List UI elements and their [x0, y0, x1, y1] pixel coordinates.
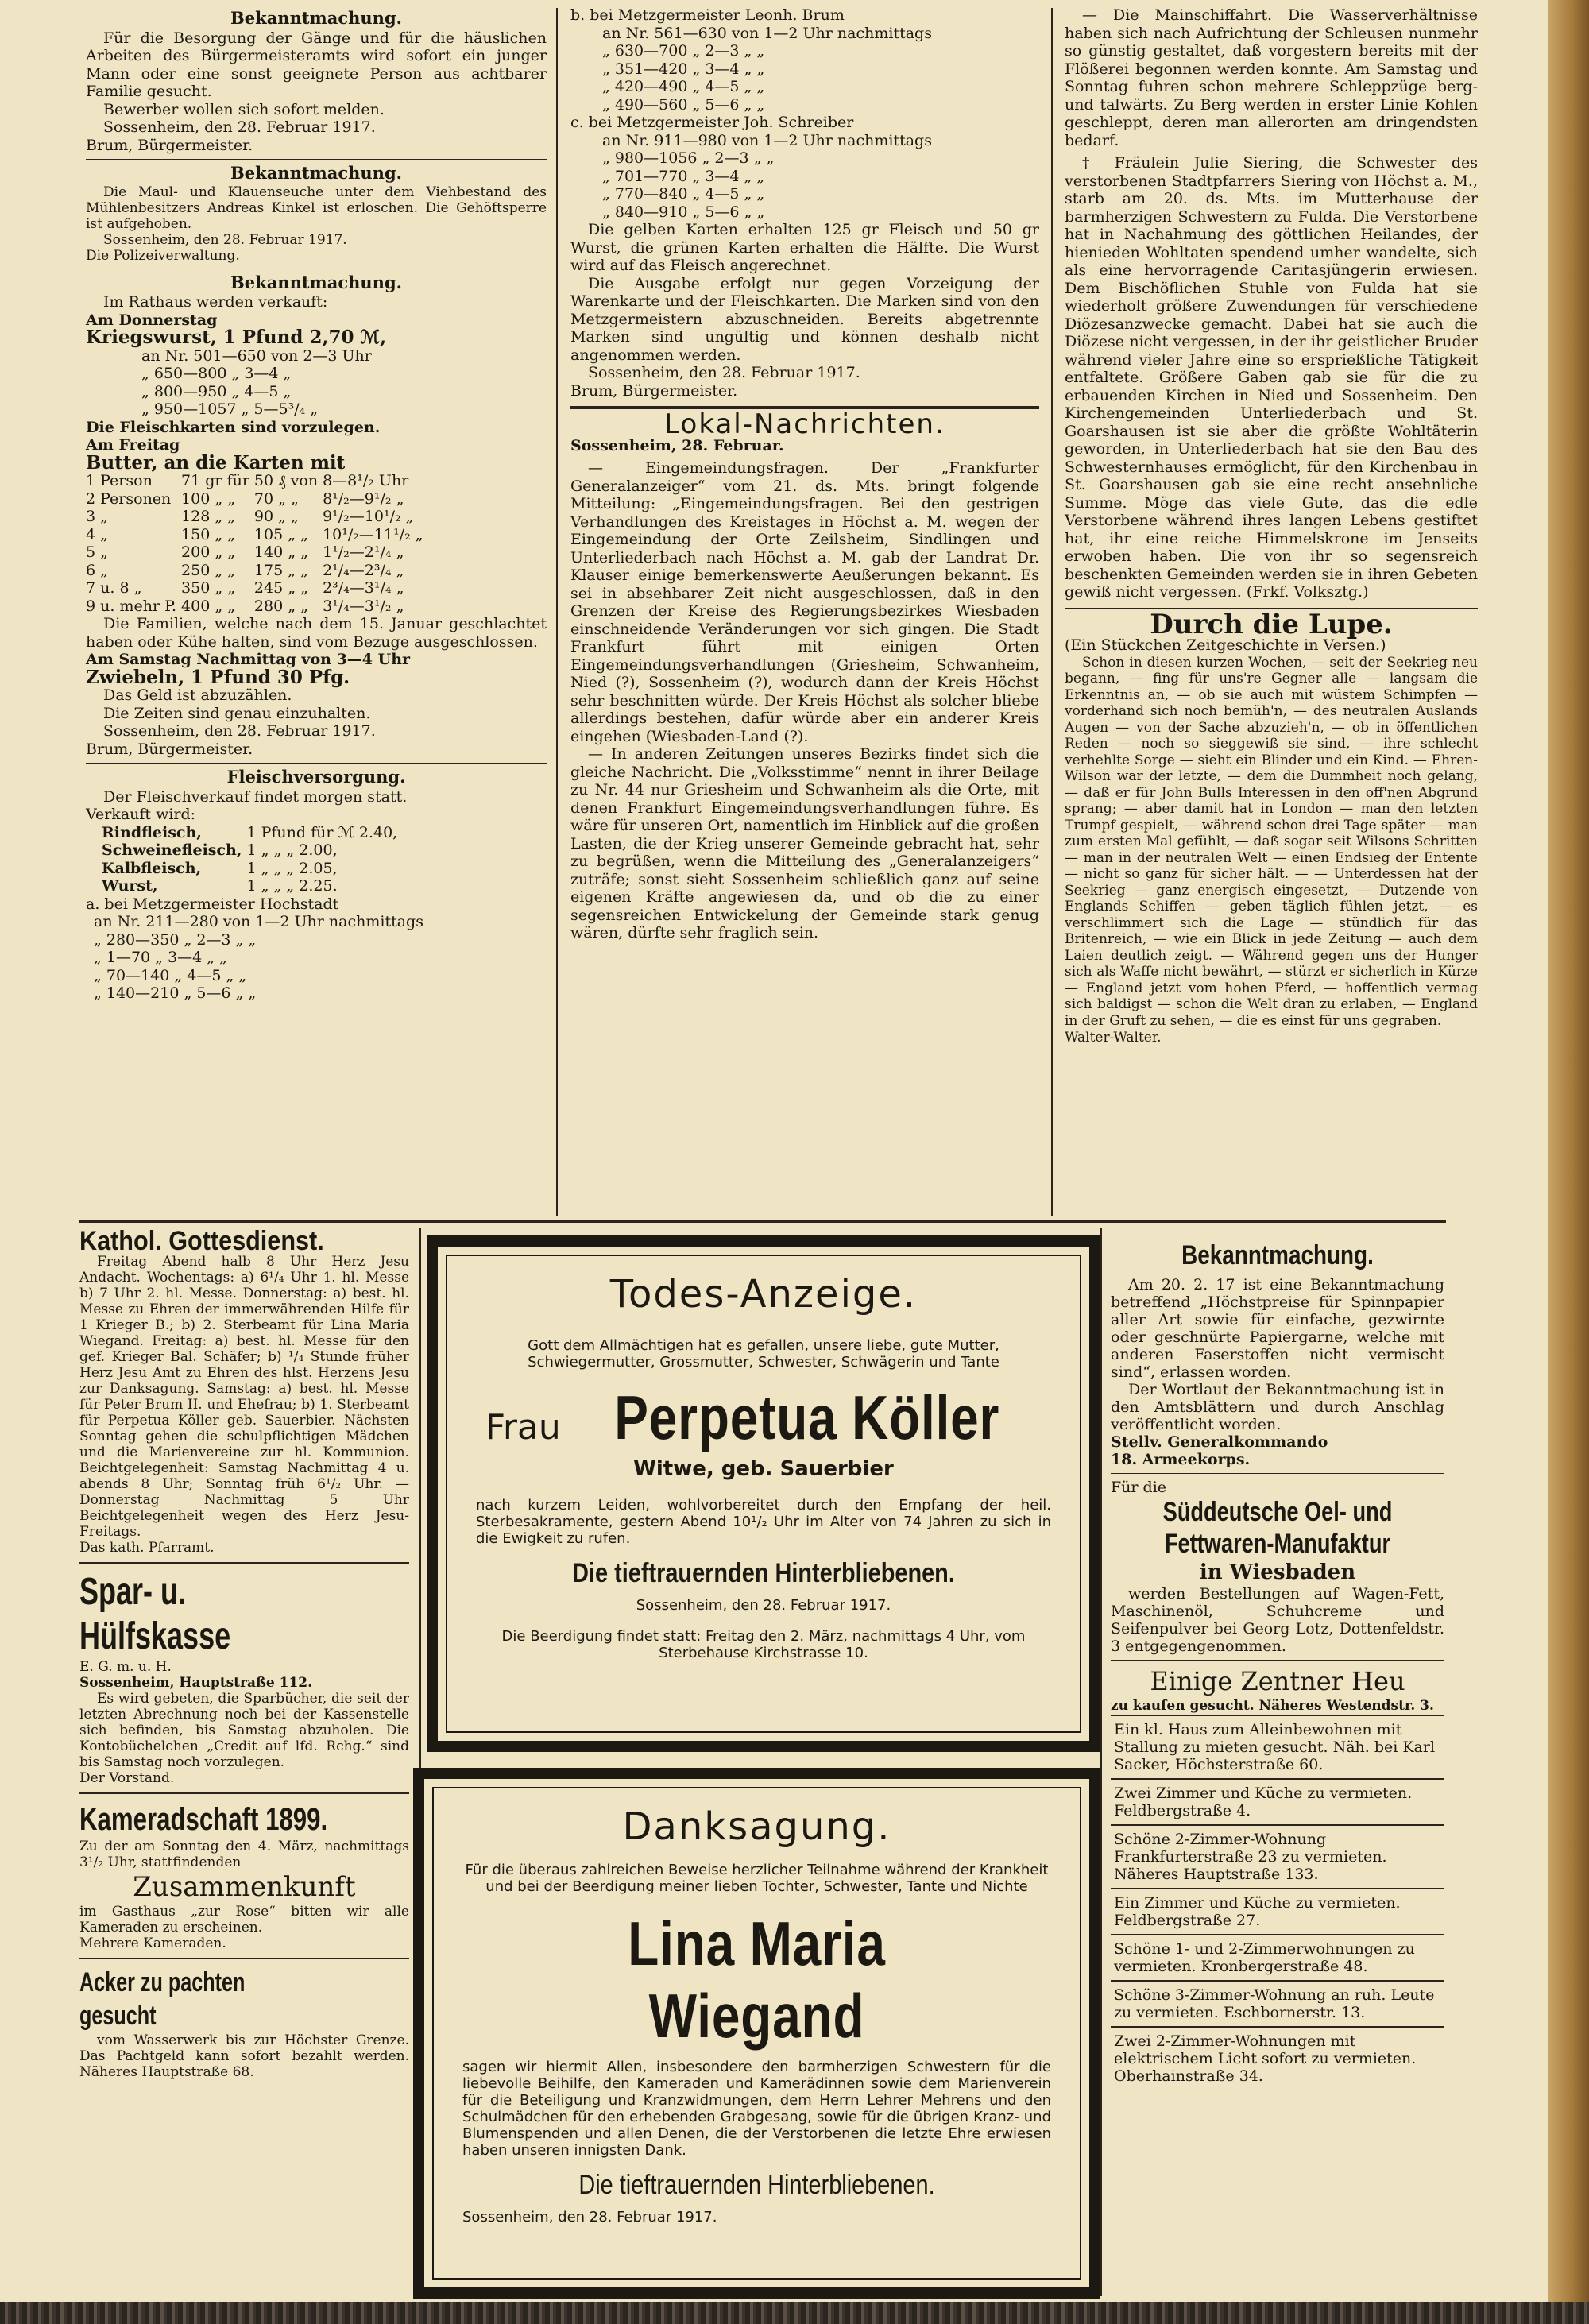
table-row	[86, 597, 428, 616]
table-cell: Rindfleisch,	[102, 823, 202, 841]
thanks-name: Lina Maria Wiegand	[628, 1908, 886, 2051]
schedule-row: an Nr. 501—650 von 2—3 Uhr	[141, 346, 372, 365]
spar-sign: Der Vorstand.	[79, 1770, 175, 1786]
table-row	[102, 860, 402, 878]
oel-title3: in Wiesbaden	[1199, 1560, 1356, 1584]
table-cell: Wurst,	[102, 877, 158, 895]
br-bek-title: Bekanntmachung.	[1181, 1240, 1374, 1270]
heu-text: zu kaufen gesucht. Näheres Westendstr. 3.	[1111, 1698, 1434, 1714]
fv-a-schedule	[86, 913, 547, 1003]
oel-text: werden Bestellungen auf Wagen-Fett, Maschinenöl, Schuhcreme und Seifenpulver bei Georg Lotz, Dottenfeldstr. 3 entgegengenommen.	[1111, 1585, 1444, 1655]
schedule-row: „ 420—490 „ 4—5 „ „	[602, 78, 765, 95]
lupe-sub: (Ein Stückchen Zeitgeschichte in Versen.)	[1065, 636, 1386, 654]
table-row	[102, 877, 402, 895]
schedule-row: „ 770—840 „ 4—5 „ „	[602, 185, 765, 203]
table-row	[86, 562, 428, 580]
divider	[79, 1562, 409, 1564]
table-cell: 70 „ „	[253, 489, 299, 508]
classified-ad: Schöne 3-Zimmer-Wohnung an ruh. Leute zu vermieten. Eschbornerstr. 13.	[1111, 1980, 1444, 2026]
bek3-wurst: Kriegswurst, 1 Pfund 2,70 ℳ,	[86, 327, 387, 348]
death-notice	[427, 1235, 1100, 1752]
table-cell: 9¹/₂—10¹/₂ „	[323, 508, 414, 525]
bek3-fleisch: Die Fleischkarten sind vorzulegen.	[86, 418, 381, 436]
death-notice-body: nach kurzem Leiden, wohlvorbereitet durch den Empfang der heil. Sterbesakramente, gestern Abend 10¹/₂ Uhr im Alter von 74 Jahren zu sich in die Ewigkeit zu rufen.	[476, 1497, 1051, 1547]
kath-title: Kathol. Gottesdienst.	[79, 1226, 324, 1256]
table-row	[86, 490, 428, 508]
divider	[86, 763, 547, 764]
schedule-row: „ 70—140 „ 4—5 „ „	[94, 966, 247, 984]
lupe-poem: Schon in diesen kurzen Wochen, — seit der Seekrieg neu begann, — fing für uns're Gegner alle — langsam die Erkenntnis an, — ob sie auch mit wüstem Schimpfen — vorderhand sich noch bemüh'n, — des neutralen Auslands Augen — von der Sache abzuzieh'n, — ob in öffentlichen Reden — noch so sieggewiß sie sind, — ihre schlecht verhehlte Sorge — sieht ein Blinder und ein Kind. — Ehren-Wilson war der letzte, — dem die Dummheit noch gelang, — daß er für John Bulls Interessen in den off'nen Abgrund sprang; — aber damit hat in London — man den letzten Trumpf gespielt, — während schon drei Tage später — man zum ersten Mal gefühlt, — daß sogar seit Wilsons Schritten — man in der neutralen Welt — einen Endsieg der Entente — nicht so ganz für sicher hält. — — Unterdessen hat der Seekrieg — ganz energisch eingesetzt, — Dutzende von Englands Schiffen — geben täglich fühlen jetzt, — es verschlimmert sich die Lage — stündlich für das Britenreich, — wie ein Blick in jede Zeitung — auch dem Laien deutlich zeigt. — Während gegen uns der Hunger sich als Waffe nicht bewährt, — stürzt er sicherlich in Kürze — England jetzt vom hohen Pferd, — hoffentlich vermag sich baldigst — schon die Welt dran zu erlaben, — England in der Gruft zu sehen, — die es einst für uns gegraben.	[1065, 654, 1478, 1029]
table-cell: 90 „ „	[253, 508, 299, 525]
fv-title: Fleischversorgung.	[226, 767, 406, 787]
schedule-row: „ 950—1057 „ 5—5³/₄ „	[141, 400, 319, 418]
thanks-notice	[413, 1768, 1100, 2299]
table-cell: 1 Person	[86, 472, 153, 489]
page-edge	[1548, 0, 1589, 2324]
classified-ad: Zwei Zimmer und Küche zu vermieten. Feldbergstraße 4.	[1111, 1778, 1444, 1824]
b-head: b. bei Metzgermeister Leonh. Brum	[570, 6, 845, 24]
column-3	[1065, 6, 1478, 1047]
table-cell: 150 „ „	[181, 525, 236, 543]
thanks-title: Danksagung.	[622, 1804, 891, 1849]
bek2-text: Die Maul- und Klauenseuche unter dem Viehbestand des Mühlenbesitzers Andreas Kinkel ist erloschen. Die Gehöftsperre ist aufgehoben.	[86, 184, 547, 232]
table-cell: 105 „ „	[253, 525, 308, 543]
fv-verkauft: Verkauft wird:	[86, 806, 196, 823]
c-head: c. bei Metzgermeister Joh. Schreiber	[570, 114, 854, 131]
schedule-row: „ 701—770 „ 3—4 „ „	[602, 167, 765, 185]
table-row	[86, 526, 428, 544]
death-notice-place: Sossenheim, den 28. Februar 1917.	[636, 1597, 891, 1614]
br-bek-text2: Der Wortlaut der Bekanntmachung ist in den Amtsblättern und durch Anschlag veröffentlicht worden.	[1111, 1381, 1444, 1433]
death-notice-sign: Die tieftrauernden Hinterbliebenen.	[572, 1558, 955, 1588]
bek3-day1: Am Donnerstag	[86, 311, 218, 329]
table-cell: 175 „ „	[253, 561, 308, 579]
br-bek-sign1: Stellv. Generalkommando	[1111, 1433, 1328, 1451]
br-bek-text: Am 20. 2. 17 ist eine Bekanntmachung betreffend „Höchstpreise für Spinnpapier aller Art sowie für einfache, gezwirnte oder geschnürte Papiergarne, welche mit anderen Faserstoffen nicht vermischt sind“, erlassen worden.	[1111, 1276, 1444, 1381]
bek3-title: Bekanntmachung.	[230, 272, 402, 292]
acker-title: Acker zu pachten gesucht	[79, 1967, 246, 2031]
table-cell: 7 u. 8 „	[86, 579, 142, 597]
bek1-text: Für die Besorgung der Gänge und für die häuslichen Arbeiten des Bürgermeisteramts wird sofort ein junger Mann oder eine sonst geeignete Person aus achtbarer Familie gesucht.	[86, 29, 547, 100]
classified-ad: Schöne 2-Zimmer-Wohnung Frankfurterstraße 23 zu vermieten. Näheres Hauptstraße 133.	[1111, 1824, 1444, 1888]
lupe-sign: Walter-Walter.	[1065, 1030, 1162, 1046]
table-cell: 128 „ „	[181, 508, 236, 525]
death-notice-intro: Gott dem Allmächtigen hat es gefallen, unsere liebe, gute Mutter, Schwiegermutter, Grossmutter, Schwester, Schwägerin und Tante	[528, 1337, 999, 1371]
table-cell: 71 gr für	[181, 472, 249, 489]
table-cell: 3 „	[86, 508, 108, 525]
bek1-date: Sossenheim, den 28. Februar 1917.	[103, 118, 376, 136]
lokal-date: Sossenheim, 28. Februar.	[570, 436, 784, 454]
schedule-row: an Nr. 911—980 von 1—2 Uhr nachmittags	[602, 131, 932, 149]
table-cell: 200 „ „	[181, 543, 236, 561]
schedule-row: „ 840—910 „ 5—6 „ „	[602, 203, 765, 221]
table-cell: 250 „ „	[181, 561, 236, 579]
bek3-date: Sossenheim, den 28. Februar 1917.	[103, 722, 376, 740]
table-cell: 100 „ „	[181, 489, 236, 508]
table-row	[86, 472, 428, 490]
fv-price-table	[102, 824, 402, 895]
table-row	[86, 543, 428, 562]
section-rule	[79, 1220, 1446, 1223]
classified-ads	[1111, 1715, 1444, 2090]
bottom-right-column	[1111, 1239, 1444, 2090]
thanks-body: sagen wir hiermit Allen, insbesondere den barmherzigen Schwestern für die liebevolle Beihilfe, den Kameraden und Kamerädinnen sowie dem Marienverein für die Beteiligung und Kranzwidmungen, dem Herrn Lehrer Mehrens und den Schulmädchen für den erhebenden Grabgesang, sowie für die übrigen Kranz- und Blumenspenden und allen Denen, die der Verstorbenen die letzte Ehre erwiesen haben unseren innigsten Dank.	[462, 2059, 1051, 2159]
table-cell: 5 „	[86, 543, 108, 561]
bek1-title: Bekanntmachung.	[230, 8, 402, 28]
column-1	[86, 6, 547, 1003]
lupe-title: Durch die Lupe.	[1150, 608, 1393, 640]
bek3-geld: Das Geld ist abzuzählen.	[103, 686, 292, 704]
table-cell: 1 „ „ „ 2.05,	[246, 859, 338, 877]
death-notice-title: Todes-Anzeige.	[609, 1272, 918, 1317]
acker-text: vom Wasserwerk bis zur Höchster Grenze. Das Pachtgeld kann sofort bezahlt werden. Näheres Hauptstraße 68.	[79, 2032, 409, 2080]
bek3-zwiebeln: Zwiebeln, 1 Pfund 30 Pfg.	[86, 666, 350, 688]
table-cell: 10¹/₂—11¹/₂ „	[323, 525, 423, 543]
eing2-text: — In anderen Zeitungen unseres Bezirks findet sich die gleiche Nachricht. Die „Volksstimme“ nennt in ihrer Beilage zu Nr. 44 nur Griesheim und Schwanheim als die Orte, mit denen Frankfurt Eingemeindungsverhandlungen führe. Es wäre für unseren Ort, namentlich im Hinblick auf die großen Lasten, die der Krieg unserer Gemeinde gebracht hat, sehr zu begrüßen, wenn die Mitteilung des „Generalanzeigers“ zuträfe; sonst sieht Sossenheim schließlich ganz auf seine eigenen Kräfte angewiesen da, und ob die zu einer segensreichen Entwickelung der Gemeinde stark genug wären, dürfte sehr fraglich sein.	[570, 745, 1039, 942]
table-cell: 400 „ „	[181, 597, 236, 615]
schedule-row: „ 351—420 „ 3—4 „ „	[602, 60, 765, 78]
ausgabe-text: Die Ausgabe erfolgt nur gegen Vorzeigung der Warenkarte und der Fleischkarten. Die Marken sind von den Metzgermeistern abzuschneiden. Bereits abgetrennte Marken sind ungültig und können deshalb nicht angenommen werden.	[570, 274, 1039, 364]
kath-text: Freitag Abend halb 8 Uhr Herz Jesu Andacht. Wochentags: a) 6¹/₄ Uhr 1. hl. Messe b) 7 Uhr 2. hl. Messe. Donnerstag: a) best. hl. Messe zu Ehren der immerwährenden Hilfe für 1 Krieger B.; b) 2. Sterbeamt für Lina Maria Wiegand. Freitag: a) best. hl. Messe für den gef. Krieger Bal. Schäfer; b) ¹/₄ Stunde früher Herz Jesu Amt zu Ehren des hlst. Herzens Jesu zur Danksagung. Samstag: a) best. hl. Messe für Peter Brum II. und Ehefrau; b) 1. Sterbeamt für Perpetua Köller geb. Sauerbier. Nächsten Sonntag gehen die schulpflichtigen Mädchen und die Marienvereine zur hl. Kommunion. Beichtgelegenheit: Samstag Nachmittag 4 u. abends 8 Uhr; Sonntag früh 6¹/₂ Uhr. — Donnerstag Nachmittag 5 Uhr Beichtgelegenheit wegen des Herz Jesu-Freitags.	[79, 1254, 409, 1540]
table-cell: Schweinefleisch,	[102, 841, 242, 859]
main-text: — Die Mainschiffahrt. Die Wasserverhältnisse haben sich nach Aufrichtung der Schleusen nunmehr so günstig gestaltet, daß vorgestern bereits mit der Flößerei begonnen werden konnte. Am Samstag und Sonntag fuhren schon mehrere Schleppzüge berg- und talwärts. Zu Berg werden in erster Linie Kohlen geschleppt, deren man allerorten am dringendsten bedarf.	[1065, 6, 1478, 149]
schedule-row: „ 1—70 „ 3—4 „ „	[94, 949, 228, 966]
divider	[1111, 1473, 1444, 1474]
column-rule	[556, 8, 558, 1216]
schedule-row: „ 140—210 „ 5—6 „ „	[94, 984, 257, 1002]
butter-table	[86, 472, 428, 615]
kam-sign: Mehrere Kameraden.	[79, 1935, 226, 1951]
table-cell: 1 „ „ „ 2.25.	[246, 877, 338, 895]
col2-sign: Brum, Bürgermeister.	[570, 381, 738, 400]
schedule-row: an Nr. 211—280 von 1—2 Uhr nachmittags	[94, 913, 423, 930]
spar-title: Spar- u. Hülfskasse	[79, 1571, 231, 1657]
spar-sub: E. G. m. u. H.	[79, 1659, 172, 1675]
classified-ad: Ein kl. Haus zum Alleinbewohnen mit Stallung zu mieten gesucht. Näh. bei Karl Sacker, Höchsterstraße 60.	[1111, 1715, 1444, 1778]
kam-text2: im Gasthaus „zur Rose“ bitten wir alle Kameraden zu erscheinen.	[79, 1904, 409, 1935]
table-cell: 245 „ „	[253, 579, 308, 597]
bek3-intro: Im Rathaus werden verkauft:	[103, 293, 328, 311]
bek3-butter: Butter, an die Karten mit	[86, 451, 346, 474]
siering-text: † Fräulein Julie Siering, die Schwester des verstorbenen Stadtpfarrers Siering von Höchst a. M., starb am 20. ds. Mts. im Mutterhause der barmherzigen Schwestern zu Fulda. Die Verstorbene hat in Nachahmung des göttlichen Heilandes, der hienieden Wohltaten spendend umher wandelte, sich als eine hervorragende Caritasjüngerin erwiesen. Dem Bischöflichen Stuhle von Fulda hat sie wiederholt größere Zuwendungen für verschiedene Diözesanzwecke gemacht. Dabei hat sie auch die Diözese nicht vergessen, in der ihr geistlicher Bruder während vieler Jahre eine so ersprießliche Tätigkeit entfaltete. Größere Gaben gab sie für die zu erbauenden Kirchen in Nied und Sossenheim. Den Kirchengemeinden Unterliederbach und St. Goarshausen ist sie aber die größte Wohltäterin geworden, in Unterliederbach hat sie den Bau des Schwesternhauses ermöglicht, für den Kirchenbau in St. Goarshausen gab sie eine recht ansehnliche Summe. Möge das viele Gute, das die edle Verstorbene während ihres langen Lebens gestiftet hat, ihr eine reiche Himmelskrone im Jenseits erwoben haben. Die von ihr so segensreich beschenkten Gemeinden werden sie in ihren Gebeten gewiß nicht vergessen. (Frkf. Volksztg.)	[1065, 154, 1478, 601]
kath-sign: Das kath. Pfarramt.	[79, 1540, 215, 1556]
table-cell: 1¹/₂—2¹/₄ „	[323, 543, 404, 561]
column-2	[570, 6, 1039, 942]
classified-ad: Ein Zimmer und Küche zu vermieten. Feldbergstraße 27.	[1111, 1888, 1444, 1934]
schedule-row: „ 980—1056 „ 2—3 „ „	[602, 149, 775, 167]
bek3-sign: Brum, Bürgermeister.	[86, 740, 253, 758]
spar-text: Es wird gebeten, die Sparbücher, die seit der letzten Abrechnung noch bei der Kassenstelle sich befinden, bis Samstag abzuholen. Die Kontobüchelchen „Credit auf lfd. Rchg.“ sind bis Samstag noch vorzulegen.	[79, 1691, 409, 1770]
kam-text: Zu der am Sonntag den 4. März, nachmittags 3¹/₂ Uhr, stattfindenden	[79, 1839, 409, 1870]
table-cell: 1 Pfund für ℳ 2.40,	[246, 823, 398, 841]
table-cell: 6 „	[86, 561, 108, 579]
bek3-day2: Am Freitag	[86, 436, 180, 454]
table-cell: 2³/₄—3¹/₄ „	[323, 579, 404, 597]
gelb-text: Die gelben Karten erhalten 125 gr Fleisch und 50 gr Wurst, die grünen Karten erhalten die Hälfte. Die Wurst wird auf das Fleisch angerechnet.	[570, 221, 1039, 274]
schedule-row: „ 650—800 „ 3—4 „	[141, 365, 292, 382]
table-cell: Kalbfleisch,	[102, 859, 202, 877]
bek3-fam: Die Familien, welche nach dem 15. Januar geschlachtet haben oder Kühe halten, sind vom Bezuge ausgeschlossen.	[86, 615, 547, 651]
bek2-date: Sossenheim, den 28. Februar 1917.	[103, 231, 347, 248]
schedule-row: „ 800—950 „ 4—5 „	[141, 382, 292, 400]
eing-text: — Eingemeindungsfragen. Der „Frankfurter Generalanzeiger“ vom 21. ds. Mts. bringt folgende Mitteilung: „Eingemeindungsfragen. Bei den gestrigen Verhandlungen des Kreistages in Höchst a. M. wegen der Eingemeindung der Orte Zeilsheim, Sindlingen und Unterliederbach nach Höchst a. M. gab der Landrat Dr. Klauser einige bemerkenswerte Aeußerungen bekannt. Es sei in absehbarer Zeit nicht ausgeschlossen, daß in den Grenzen der Kreise des Regierungsbezirkes Wiesbaden einschneidende Veränderungen vor sich gingen. Die Stadt Frankfurt führt mit einigen Orten Eingemeindungsverhandlungen (Griesheim, Schwanheim, Nied (?), Sossenheim (?), wodurch dann der Kreis Höchst sehr beschnitten würde. Der Kreis Höchst als solcher bliebe allerdings bestehen, dafür würde aber ein anderer Kreis eingehen (Wiesbaden-Land (?).	[570, 459, 1039, 745]
oel-fuer: Für die	[1111, 1479, 1167, 1496]
table-cell: 4 „	[86, 525, 108, 543]
column-rule	[1100, 1228, 1102, 2296]
schedule-row: „ 630—700 „ 2—3 „ „	[602, 42, 765, 60]
divider	[1111, 1660, 1444, 1661]
divider	[79, 1958, 409, 1959]
bek3-day3: Am Samstag Nachmittag von 3—4 Uhr	[86, 651, 411, 668]
table-cell: 1 „ „ „ 2.00,	[246, 841, 338, 859]
kam-title: Kameradschaft 1899.	[79, 1802, 328, 1837]
table-cell: 50 ₰ von	[253, 472, 319, 489]
thanks-intro: Für die überaus zahlreichen Beweise herzlicher Teilnahme während der Krankheit und bei der Beerdigung meiner lieben Tochter, Schwester, Tante und Nichte	[465, 1862, 1049, 1895]
scan-edge	[0, 2302, 1589, 2324]
bek2-sign: Die Polizeiverwaltung.	[86, 247, 240, 264]
table-cell: 8¹/₂—9¹/₂ „	[323, 489, 404, 508]
thanks-sign: Die tieftrauernden Hinterbliebenen.	[578, 2170, 935, 2200]
table-row	[102, 824, 402, 842]
bottom-left-column	[79, 1226, 409, 2080]
bek1-sign: Brum, Bürgermeister.	[86, 136, 253, 154]
fv-intro: Der Fleischverkauf findet morgen statt.	[103, 787, 408, 806]
divider	[86, 159, 547, 160]
table-cell: 3¹/₄—3¹/₂ „	[323, 597, 404, 615]
classified-ad: Zwei 2-Zimmer-Wohnungen mit elektrischem Licht sofort zu vermieten. Oberhainstraße 34.	[1111, 2026, 1444, 2090]
kam-zus: Zusammenkunft	[133, 1871, 356, 1903]
br-bek-sign2: 18. Armeekorps.	[1111, 1451, 1251, 1468]
bek1-line2: Bewerber wollen sich sofort melden.	[103, 100, 385, 118]
death-notice-sub: Witwe, geb. Sauerbier	[633, 1457, 894, 1481]
lokal-title: Lokal-Nachrichten.	[664, 408, 945, 440]
table-cell: 140 „ „	[253, 543, 308, 561]
bek2-title: Bekanntmachung.	[230, 163, 402, 183]
table-cell: 280 „ „	[253, 597, 308, 615]
classified-ad: Schöne 1- und 2-Zimmerwohnungen zu vermieten. Kronbergerstraße 48.	[1111, 1934, 1444, 1980]
table-row	[86, 508, 428, 526]
death-notice-name: Perpetua Köller	[614, 1382, 1000, 1452]
table-cell: 8—8¹/₂ Uhr	[323, 472, 409, 489]
death-notice-frau: Frau	[485, 1407, 561, 1448]
col2-date: Sossenheim, den 28. Februar 1917.	[588, 364, 860, 381]
divider	[79, 1792, 409, 1794]
wurst-schedule	[86, 347, 547, 419]
death-notice-funeral: Die Beerdigung findet statt: Freitag den 2. März, nachmittags 4 Uhr, vom Sterbehause Kirchstrasse 10.	[501, 1628, 1026, 1661]
oel-title2: Fettwaren-Manufaktur	[1164, 1529, 1391, 1559]
heu-title: Einige Zentner Heu	[1150, 1666, 1405, 1696]
bek3-zeiten: Die Zeiten sind genau einzuhalten.	[103, 704, 371, 722]
b-schedule	[570, 25, 1039, 114]
spar-addr: Sossenheim, Hauptstraße 112.	[79, 1675, 313, 1691]
thanks-place: Sossenheim, den 28. Februar 1917.	[462, 2209, 717, 2225]
table-cell: 2¹/₄—2³/₄ „	[323, 561, 404, 579]
table-row	[102, 841, 402, 860]
c-schedule	[570, 132, 1039, 222]
table-row	[86, 579, 428, 597]
column-rule	[1051, 8, 1053, 1216]
fv-a: a. bei Metzgermeister Hochstadt	[86, 895, 339, 913]
schedule-row: „ 280—350 „ 2—3 „ „	[94, 930, 257, 949]
table-cell: 350 „ „	[181, 579, 236, 597]
oel-title1: Süddeutsche Oel- und	[1162, 1497, 1393, 1527]
table-cell: 2 Personen	[86, 489, 172, 508]
schedule-row: „ 490—560 „ 5—6 „ „	[602, 95, 765, 114]
table-cell: 9 u. mehr P.	[86, 597, 177, 615]
schedule-row: an Nr. 561—630 von 1—2 Uhr nachmittags	[602, 24, 932, 42]
